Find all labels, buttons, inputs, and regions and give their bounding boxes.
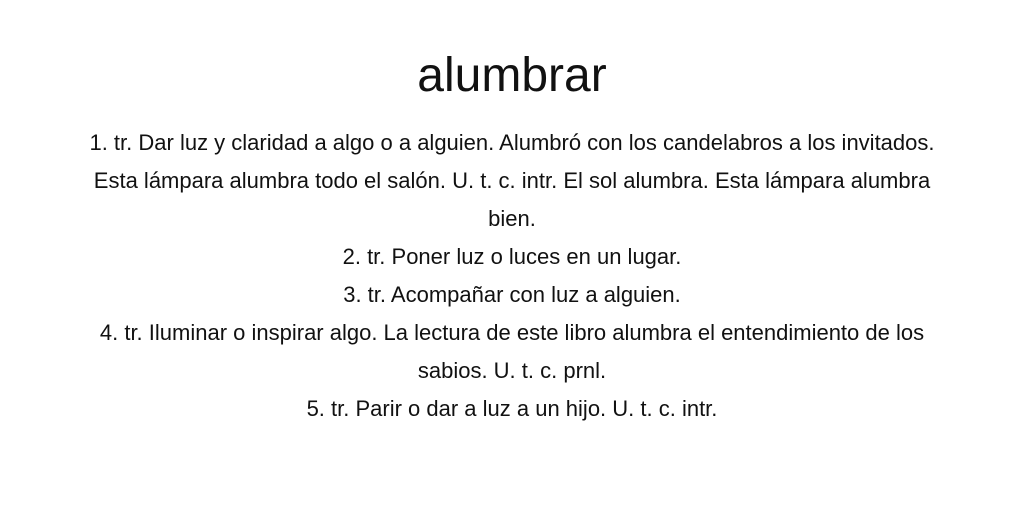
sense-3: 3. tr. Acompañar con luz a alguien. <box>343 282 681 307</box>
definition-list <box>72 124 952 428</box>
headword: alumbrar <box>417 49 607 102</box>
sense-5: 5. tr. Parir o dar a luz a un hijo. U. t. c. intr. <box>306 396 718 421</box>
sense-4: 4. tr. Iluminar o inspirar algo. La lectura de este libro alumbra el entendimiento de los sabios. U. t. c. prnl. <box>99 320 925 383</box>
sense-1: 1. tr. Dar luz y claridad a algo o a alguien. Alumbró con los candelabros a los invitados. Esta lámpara alumbra todo el salón. U. t. c. intr. El sol alumbra. Esta lámpara alumbra bien. <box>89 130 935 231</box>
sense-2: 2. tr. Poner luz o luces en un lugar. <box>342 244 682 269</box>
